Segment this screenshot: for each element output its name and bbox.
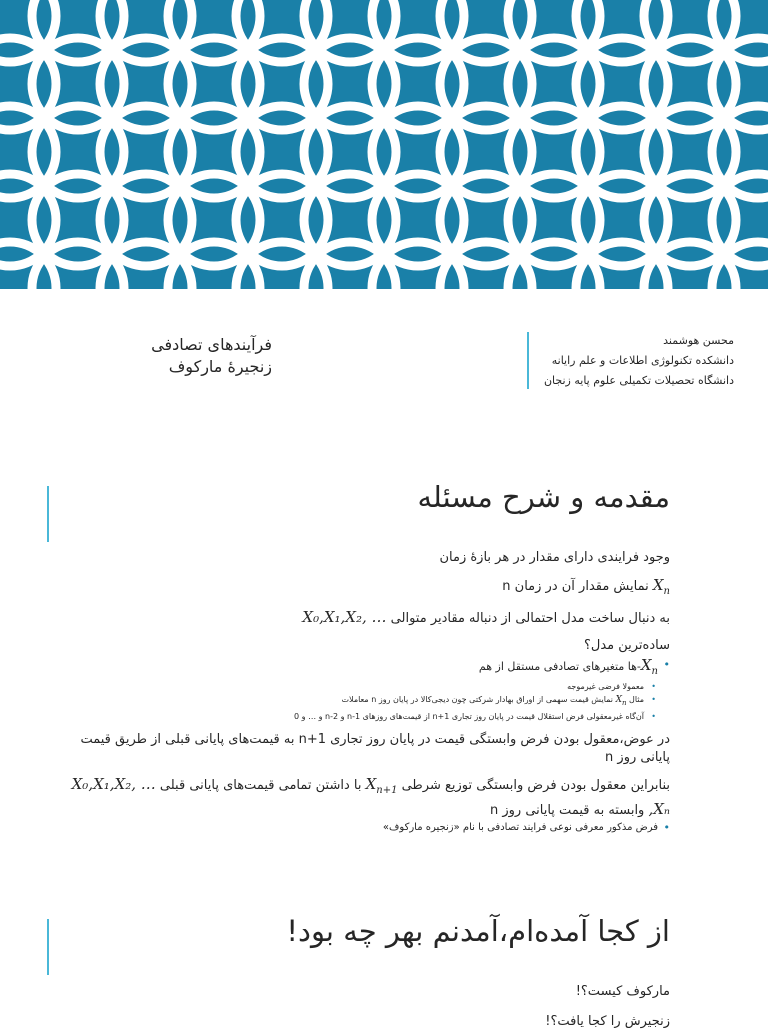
interlocking-circles-pattern <box>0 0 768 289</box>
title-line-2: زنجیرهٔ مارکوف <box>168 357 272 376</box>
math-sequence: X₀,X₁,X₂, … <box>302 608 387 626</box>
slide2-subbullet-1: • معمولا فرضی غیرموجه <box>60 680 670 693</box>
slide2-paragraph-2: $X_n$ نمایش مقدار آن در زمان n <box>502 576 670 597</box>
slide2-bullet-1: • $X_n-ها$ متغیرهای تصادفی مستقل از هم <box>60 657 670 680</box>
slide3-accent-bar <box>47 919 49 975</box>
slide2-paragraph-4: ساده‌ترین مدل؟ <box>583 638 670 653</box>
slide2-paragraph-5: در عوض،معقول بودن فرض وابستگی قیمت در پایان روز تجاری n+1 به قیمت‌های پایانی قبلی از طریق قیمت پایانی روز n <box>80 731 670 765</box>
slide2-paragraph-6: بنابراین معقول بودن فرض وابستگی توزیع شرطی $X_{n+1}$ با داشتن تمامی قیمت‌های پایانی قبلی X₀,X₁,X₂, … ,Xₙ وابسته به قیمت پایانی روز n <box>71 774 670 818</box>
slide2-paragraph-3: به دنبال ساخت مدل احتمالی از دنباله مقادیر متوالی X₀,X₁,X₂, … <box>302 608 670 626</box>
author-name: محسن هوشمند <box>663 334 734 347</box>
math-sequence: X₀,X₁,X₂, … ,Xₙ <box>71 774 670 818</box>
slide2-heading: مقدمه و شرح مسئله <box>417 480 670 514</box>
slide3-paragraph-1: مارکوف کیست؟! <box>575 984 670 999</box>
slide2-subbullet-2: • مثال $X_n$ نمایش قیمت سهمی از اوراق بهادار شرکتی چون دیجی‌کالا در پایان روز n معاملات <box>60 693 670 710</box>
slide3-heading: از کجا آمده‌ام،آمدنم بهر چه بود! <box>286 914 670 948</box>
slide3-paragraph-2: زنجیرش را کجا یافت؟! <box>545 1014 670 1029</box>
slide2-body <box>60 549 670 836</box>
slide2-paragraph-1: وجود فرایندی دارای مقدار در هر بازهٔ زمان <box>439 550 670 565</box>
title-line-1: فرآیندهای تصادفی <box>151 335 272 354</box>
author-faculty: دانشکده تکنولوژی اطلاعات و علم رایانه <box>551 354 734 367</box>
title-divider <box>527 332 529 389</box>
slide2-subbullet-3: • آن‌گاه غیرمعقولی فرض استقلال قیمت در پایان روز تجاری n+1 از قیمت‌های روزهای n-1 و n-2 و … و 0 <box>60 710 670 723</box>
math-x-n: $X_n$ <box>615 695 627 707</box>
presentation-title <box>112 334 272 378</box>
slide2-accent-bar <box>47 486 49 542</box>
author-university: دانشگاه تحصیلات تکمیلی علوم پایه زنجان <box>543 374 734 387</box>
title-pattern-banner <box>0 0 768 289</box>
math-x-n: $X_n$ <box>652 576 670 597</box>
author-block <box>538 331 734 391</box>
math-x-n-plus-1: $X_{n+1}$ <box>365 774 398 796</box>
math-x-n: $X_n$ <box>640 656 658 677</box>
slide2-bullet-2: • فرض مذکور معرفی نوعی فرایند تصادفی با نام «زنجیره مارکوف» <box>60 820 670 836</box>
